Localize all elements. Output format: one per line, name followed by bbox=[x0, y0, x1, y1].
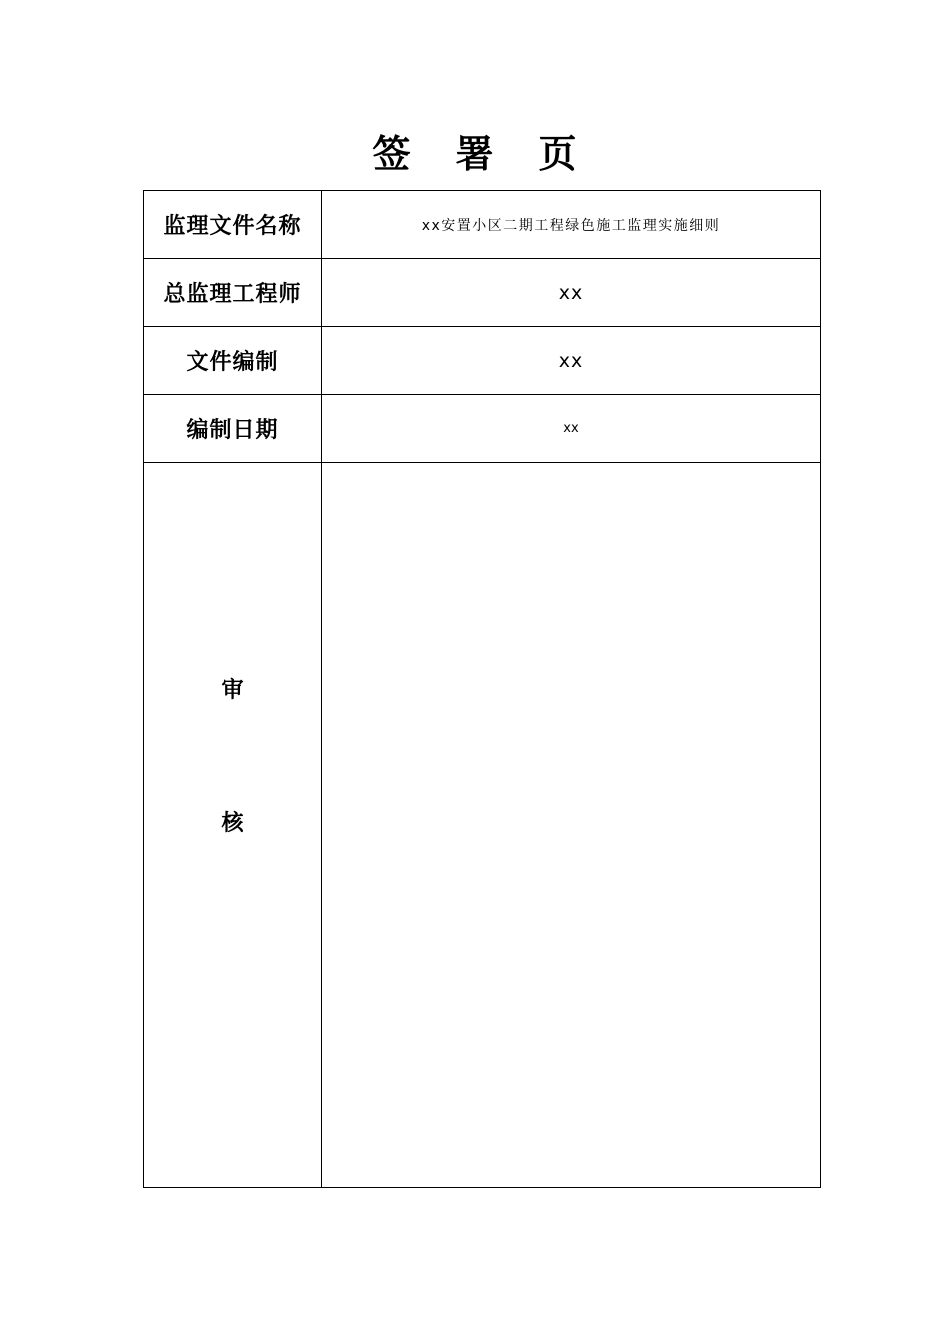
signature-table bbox=[143, 190, 821, 1188]
title-char-3: 页 bbox=[538, 131, 578, 176]
compiler-value: xx bbox=[322, 327, 821, 395]
review-label bbox=[144, 463, 321, 1187]
title-char-2: 署 bbox=[455, 131, 495, 176]
title-char-1: 签 bbox=[372, 131, 412, 176]
document-name-label: 监理文件名称 bbox=[144, 191, 322, 259]
review-content-cell bbox=[322, 463, 821, 1188]
chief-engineer-label: 总监理工程师 bbox=[144, 259, 322, 327]
document-name-value: xx安置小区二期工程绿色施工监理实施细则 bbox=[322, 191, 821, 259]
compile-date-label: 编制日期 bbox=[144, 395, 322, 463]
table-row-compile-date bbox=[144, 395, 821, 463]
table-row-document-name bbox=[144, 191, 821, 259]
table-row-chief-engineer bbox=[144, 259, 821, 327]
review-label-char-2: 核 bbox=[221, 810, 244, 836]
page-title bbox=[0, 128, 950, 180]
review-label-char-1: 审 bbox=[221, 677, 244, 703]
table-row-review bbox=[144, 463, 821, 1188]
compiler-label: 文件编制 bbox=[144, 327, 322, 395]
review-label-cell bbox=[144, 463, 322, 1188]
table-row-compiler bbox=[144, 327, 821, 395]
chief-engineer-value: xx bbox=[322, 259, 821, 327]
compile-date-value: xx bbox=[322, 395, 821, 463]
